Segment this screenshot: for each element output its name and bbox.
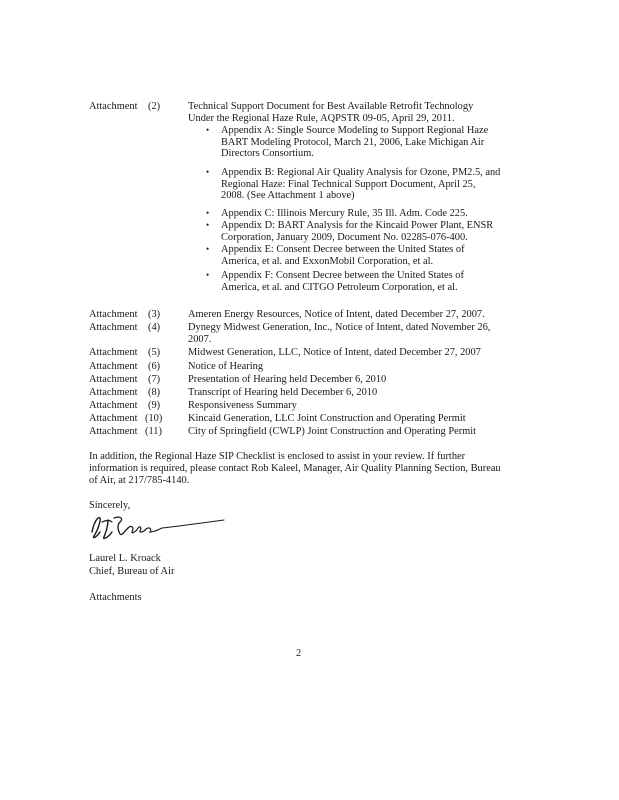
enclosure-label: Attachments	[89, 592, 142, 603]
attachment-7-label: Attachment	[89, 374, 138, 385]
attachment-2-number: (2)	[148, 101, 161, 112]
attachment-7-desc: Presentation of Hearing held December 6, 2010	[188, 374, 387, 385]
signature-icon	[84, 510, 234, 544]
salutation: Sincerely,	[89, 500, 131, 511]
bullet-dot-icon: •	[206, 220, 210, 230]
appendix-e-line-2: America, et al. and ExxonMobil Corporation, et al.	[221, 255, 434, 267]
attachment-2-desc-line-1: Technical Support Document for Best Available Retrofit Technology	[188, 101, 474, 112]
attachment-9-desc: Responsiveness Summary	[188, 400, 297, 411]
appendix-d-line-2: Corporation, January 2009, Document No. 02285-076-400.	[221, 231, 468, 243]
attachment-5-desc: Midwest Generation, LLC, Notice of Intent, dated December 27, 2007	[188, 347, 481, 358]
attachment-10-desc: Kincaid Generation, LLC Joint Construction and Operating Permit	[188, 413, 466, 424]
closing-paragraph-line-2: information is required, please contact Rob Kaleel, Manager, Air Quality Planning Section, Bureau	[89, 463, 501, 474]
attachment-8-desc: Transcript of Hearing held December 6, 2010	[188, 387, 378, 398]
bullet-dot-icon: •	[206, 244, 210, 254]
signer-title: Chief, Bureau of Air	[89, 566, 175, 577]
attachment-3-number: (3)	[148, 309, 161, 320]
attachment-11-label: Attachment	[89, 426, 138, 437]
attachment-4-desc-line-1: Dynegy Midwest Generation, Inc., Notice of Intent, dated November 26,	[188, 322, 491, 333]
handwritten-signature	[84, 510, 234, 544]
attachment-8-number: (8)	[148, 387, 161, 398]
appendix-b-line-1: Appendix B: Regional Air Quality Analysis for Ozone, PM2.5, and	[221, 167, 501, 178]
attachment-6-label: Attachment	[89, 361, 138, 372]
attachment-2-desc-line-2: Under the Regional Haze Rule, AQPSTR 09-05, April 29, 2011.	[188, 112, 455, 124]
bullet-dot-icon: •	[206, 270, 210, 280]
attachment-11-number: (11)	[145, 426, 162, 437]
attachment-10-label: Attachment	[89, 413, 138, 424]
attachment-4-desc-line-2: 2007.	[188, 333, 212, 345]
appendix-f-line-1: Appendix F: Consent Decree between the United States of	[221, 270, 464, 281]
appendix-a-line-1: Appendix A: Single Source Modeling to Support Regional Haze	[221, 125, 489, 136]
appendix-e-line-1: Appendix E: Consent Decree between the United States of	[221, 244, 465, 255]
appendix-a-line-2: BART Modeling Protocol, March 21, 2006, Lake Michigan Air	[221, 136, 485, 148]
bullet-dot-icon: •	[206, 167, 210, 177]
bullet-dot-icon: •	[206, 208, 210, 218]
appendix-f-line-2: America, et al. and CITGO Petroleum Corporation, et al.	[221, 281, 458, 293]
appendix-c-line-1: Appendix C: Illinois Mercury Rule, 35 Ill. Adm. Code 225.	[221, 208, 468, 219]
attachment-2-label: Attachment	[89, 101, 138, 112]
appendix-d-line-1: Appendix D: BART Analysis for the Kincaid Power Plant, ENSR	[221, 220, 494, 231]
attachment-9-number: (9)	[148, 400, 161, 411]
attachment-5-label: Attachment	[89, 347, 138, 358]
attachment-11-desc: City of Springfield (CWLP) Joint Construction and Operating Permit	[188, 426, 477, 437]
bullet-dot-icon: •	[206, 125, 210, 135]
attachment-4-number: (4)	[148, 322, 161, 333]
attachment-10-number: (10)	[145, 413, 163, 424]
attachment-6-number: (6)	[148, 361, 161, 372]
page-number: 2	[296, 648, 302, 659]
attachment-4-label: Attachment	[89, 322, 138, 333]
attachment-6-desc: Notice of Hearing	[188, 361, 264, 372]
attachment-3-desc: Ameren Energy Resources, Notice of Intent, dated December 27, 2007.	[188, 309, 485, 320]
appendix-b-line-3: 2008. (See Attachment 1 above)	[221, 190, 355, 202]
attachment-9-label: Attachment	[89, 400, 138, 411]
appendix-b-line-2: Regional Haze: Final Technical Support Document, April 25,	[221, 178, 476, 190]
closing-paragraph-line-3: of Air, at 217/785-4140.	[89, 475, 190, 486]
closing-paragraph-line-1: In addition, the Regional Haze SIP Checklist is enclosed to assist in your review. If further	[89, 451, 466, 462]
attachment-7-number: (7)	[148, 374, 161, 385]
signer-name: Laurel L. Kroack	[89, 553, 161, 564]
attachment-3-label: Attachment	[89, 309, 138, 320]
appendix-a-line-3: Directors Consortium.	[221, 148, 314, 160]
attachment-8-label: Attachment	[89, 387, 138, 398]
attachment-5-number: (5)	[148, 347, 161, 358]
